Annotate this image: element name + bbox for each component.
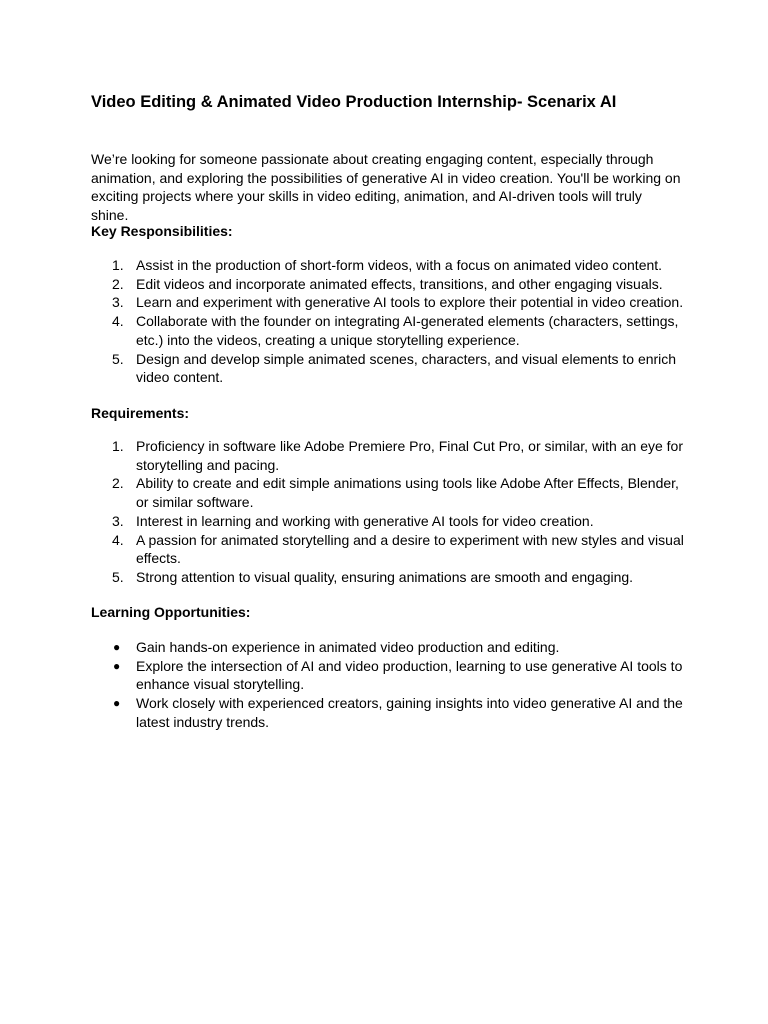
- list-item: [91, 568, 691, 587]
- list-item-text: Ability to create and edit simple animations using tools like Adobe After Effects, Blender, or similar software.: [136, 475, 679, 511]
- list-marker: 4.: [112, 531, 124, 548]
- list-marker: 2.: [112, 475, 124, 492]
- list-marker: 5.: [112, 350, 124, 367]
- section-heading-requirements: Requirements:: [91, 405, 190, 421]
- bullet-icon: ●: [113, 640, 121, 654]
- intro-paragraph: We’re looking for someone passionate about creating engaging content, especially through animation, and exploring the possibilities of generative AI in video creation. You'll be working on exciting projects where your skills in video editing, animation, and AI-driven tools will truly shine.: [91, 151, 681, 224]
- list-item: [91, 350, 691, 387]
- list-item: [91, 275, 691, 294]
- list-item-text: Interest in learning and working with generative AI tools for video creation.: [136, 512, 594, 529]
- list-item: [91, 638, 691, 657]
- list-item: [91, 474, 691, 511]
- bullet-icon: ●: [113, 658, 121, 673]
- list-item-text: Edit videos and incorporate animated effects, transitions, and other engaging visuals.: [136, 275, 663, 292]
- list-item-text: Collaborate with the founder on integrating AI-generated elements (characters, settings, etc.) into the videos, creating a unique storytelling experience.: [136, 313, 679, 348]
- list-item-text: Design and develop simple animated scenes, characters, and visual elements to enrich video content.: [136, 350, 677, 386]
- list-item-text: Assist in the production of short-form videos, with a focus on animated video content.: [136, 257, 663, 273]
- requirements-list: [91, 437, 691, 587]
- list-marker: 3.: [112, 512, 124, 529]
- list-item-text: Proficiency in software like Adobe Premiere Pro, Final Cut Pro, or similar, with an eye for storytelling and pacing.: [136, 438, 683, 473]
- learning-opportunities-list: [91, 638, 691, 732]
- list-marker: 2.: [112, 275, 124, 292]
- bullet-icon: ●: [113, 696, 121, 711]
- list-marker: 1.: [112, 257, 124, 273]
- list-item: [91, 256, 691, 275]
- list-marker: 4.: [112, 313, 124, 330]
- list-item: [91, 312, 691, 349]
- list-item: [91, 437, 691, 474]
- list-item: [91, 293, 691, 312]
- document-title: Video Editing & Animated Video Production Internship- Scenarix AI: [91, 93, 617, 111]
- list-item: [91, 657, 691, 694]
- list-item-text: Explore the intersection of AI and video production, learning to use generative AI tools to enhance visual storytelling.: [136, 657, 683, 693]
- list-item-text: Gain hands-on experience in animated video production and editing.: [136, 639, 560, 655]
- list-marker: 3.: [112, 294, 124, 311]
- key-responsibilities-list: [91, 256, 691, 387]
- list-item-text: Work closely with experienced creators, gaining insights into video generative AI and the latest industry trends.: [136, 695, 683, 730]
- list-item-text: Learn and experiment with generative AI tools to explore their potential in video creation.: [136, 294, 684, 311]
- list-item-text: A passion for animated storytelling and a desire to experiment with new styles and visual effects.: [136, 531, 684, 567]
- list-item: [91, 512, 691, 531]
- list-item: [91, 531, 691, 568]
- section-heading-learning-opportunities: Learning Opportunities:: [91, 604, 251, 620]
- list-item-text: Strong attention to visual quality, ensuring animations are smooth and engaging.: [136, 568, 634, 585]
- list-marker: 1.: [112, 438, 124, 454]
- section-heading-key-responsibilities: Key Responsibilities:: [91, 223, 233, 239]
- list-marker: 5.: [112, 568, 124, 585]
- list-item: [91, 694, 691, 731]
